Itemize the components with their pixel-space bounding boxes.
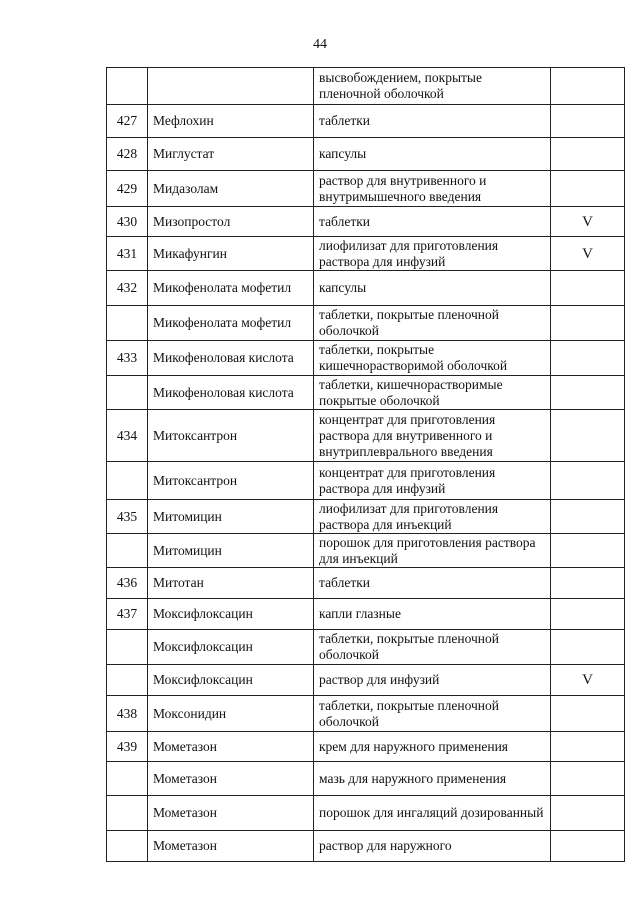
table-row — [107, 462, 625, 500]
dosage-form-cell: таблетки — [314, 105, 551, 138]
drug-table — [106, 67, 625, 862]
drug-name-cell: Мометазон — [148, 732, 314, 762]
drug-name-cell: Мометазон — [148, 831, 314, 862]
table-row — [107, 376, 625, 410]
table-row — [107, 237, 625, 271]
dosage-form-cell: порошок для ингаляций дозированный — [314, 796, 551, 831]
dosage-form-cell: таблетки, покрытые пленочной оболочкой — [314, 306, 551, 341]
table-row — [107, 599, 625, 630]
table-row — [107, 306, 625, 341]
drug-name-cell — [148, 68, 314, 105]
row-number-cell: 433 — [107, 341, 148, 376]
dosage-form-cell: таблетки — [314, 568, 551, 599]
dosage-form-cell: капсулы — [314, 138, 551, 171]
drug-name-cell: Митотан — [148, 568, 314, 599]
vital-mark-cell — [551, 376, 625, 410]
dosage-form-cell: концентрат для приготовления раствора для инфузий — [314, 462, 551, 500]
row-number-cell — [107, 796, 148, 831]
table-row — [107, 696, 625, 732]
vital-mark-cell — [551, 271, 625, 306]
vital-mark-cell — [551, 341, 625, 376]
dosage-form-cell: мазь для наружного применения — [314, 762, 551, 796]
drug-name-cell: Мизопростол — [148, 207, 314, 237]
table-row — [107, 796, 625, 831]
drug-name-cell: Митомицин — [148, 534, 314, 568]
drug-name-cell: Мометазон — [148, 796, 314, 831]
drug-name-cell: Миглустат — [148, 138, 314, 171]
row-number-cell — [107, 665, 148, 696]
row-number-cell: 436 — [107, 568, 148, 599]
table-row — [107, 762, 625, 796]
dosage-form-cell: высвобождением, покрытые пленочной оболочкой — [314, 68, 551, 105]
vital-mark-cell — [551, 831, 625, 862]
row-number-cell: 438 — [107, 696, 148, 732]
drug-name-cell: Моксонидин — [148, 696, 314, 732]
row-number-cell: 435 — [107, 500, 148, 534]
row-number-cell: 434 — [107, 410, 148, 462]
vital-mark-cell — [551, 696, 625, 732]
vital-mark-cell — [551, 138, 625, 171]
vital-mark-cell — [551, 306, 625, 341]
table-row — [107, 271, 625, 306]
row-number-cell: 439 — [107, 732, 148, 762]
dosage-form-cell: таблетки, кишечнорастворимые покрытые оболочкой — [314, 376, 551, 410]
dosage-form-cell: крем для наружного применения — [314, 732, 551, 762]
dosage-form-cell: лиофилизат для приготовления раствора для инфузий — [314, 237, 551, 271]
drug-name-cell: Микафунгин — [148, 237, 314, 271]
dosage-form-cell: таблетки — [314, 207, 551, 237]
drug-name-cell: Микофеноловая кислота — [148, 341, 314, 376]
row-number-cell — [107, 306, 148, 341]
drug-name-cell: Митомицин — [148, 500, 314, 534]
vital-mark-cell — [551, 732, 625, 762]
table-row — [107, 568, 625, 599]
table-row — [107, 410, 625, 462]
dosage-form-cell: концентрат для приготовления раствора для внутривенного и внутриплеврального введения — [314, 410, 551, 462]
row-number-cell — [107, 462, 148, 500]
dosage-form-cell: раствор для инфузий — [314, 665, 551, 696]
vital-mark-cell — [551, 599, 625, 630]
vital-mark-cell — [551, 410, 625, 462]
row-number-cell — [107, 762, 148, 796]
drug-name-cell: Митоксантрон — [148, 462, 314, 500]
vital-mark-cell: V — [551, 237, 625, 271]
row-number-cell: 437 — [107, 599, 148, 630]
table-row — [107, 630, 625, 665]
dosage-form-cell: раствор для внутривенного и внутримышечного введения — [314, 171, 551, 207]
table-row — [107, 831, 625, 862]
vital-mark-cell — [551, 534, 625, 568]
drug-name-cell: Мидазолам — [148, 171, 314, 207]
dosage-form-cell: таблетки, покрытые пленочной оболочкой — [314, 696, 551, 732]
table-row — [107, 665, 625, 696]
table-row — [107, 534, 625, 568]
vital-mark-cell — [551, 630, 625, 665]
drug-name-cell: Мометазон — [148, 762, 314, 796]
vital-mark-cell — [551, 796, 625, 831]
vital-mark-cell: V — [551, 665, 625, 696]
drug-name-cell: Моксифлоксацин — [148, 599, 314, 630]
table-row — [107, 500, 625, 534]
dosage-form-cell: капсулы — [314, 271, 551, 306]
dosage-form-cell: порошок для приготовления раствора для инъекций — [314, 534, 551, 568]
row-number-cell — [107, 534, 148, 568]
drug-name-cell: Микофеноловая кислота — [148, 376, 314, 410]
dosage-form-cell: лиофилизат для приготовления раствора для инъекций — [314, 500, 551, 534]
drug-name-cell: Микофенолата мофетил — [148, 306, 314, 341]
drug-name-cell: Моксифлоксацин — [148, 665, 314, 696]
vital-mark-cell — [551, 568, 625, 599]
drug-name-cell: Митоксантрон — [148, 410, 314, 462]
dosage-form-cell: таблетки, покрытые пленочной оболочкой — [314, 630, 551, 665]
table-row — [107, 341, 625, 376]
vital-mark-cell — [551, 762, 625, 796]
row-number-cell: 431 — [107, 237, 148, 271]
drug-name-cell: Моксифлоксацин — [148, 630, 314, 665]
table-row — [107, 171, 625, 207]
dosage-form-cell: капли глазные — [314, 599, 551, 630]
row-number-cell — [107, 68, 148, 105]
table-row — [107, 105, 625, 138]
vital-mark-cell — [551, 171, 625, 207]
vital-mark-cell: V — [551, 207, 625, 237]
vital-mark-cell — [551, 500, 625, 534]
dosage-form-cell: таблетки, покрытые кишечнорастворимой оболочкой — [314, 341, 551, 376]
row-number-cell: 428 — [107, 138, 148, 171]
row-number-cell — [107, 376, 148, 410]
vital-mark-cell — [551, 462, 625, 500]
table-row — [107, 207, 625, 237]
dosage-form-cell: раствор для наружного — [314, 831, 551, 862]
row-number-cell — [107, 831, 148, 862]
table-row — [107, 68, 625, 105]
drug-name-cell: Микофенолата мофетил — [148, 271, 314, 306]
row-number-cell: 427 — [107, 105, 148, 138]
vital-mark-cell — [551, 105, 625, 138]
drug-name-cell: Мефлохин — [148, 105, 314, 138]
drug-table-body — [107, 68, 625, 862]
row-number-cell: 432 — [107, 271, 148, 306]
row-number-cell: 430 — [107, 207, 148, 237]
row-number-cell: 429 — [107, 171, 148, 207]
page-number: 44 — [313, 37, 327, 52]
table-row — [107, 732, 625, 762]
vital-mark-cell — [551, 68, 625, 105]
table-row — [107, 138, 625, 171]
row-number-cell — [107, 630, 148, 665]
